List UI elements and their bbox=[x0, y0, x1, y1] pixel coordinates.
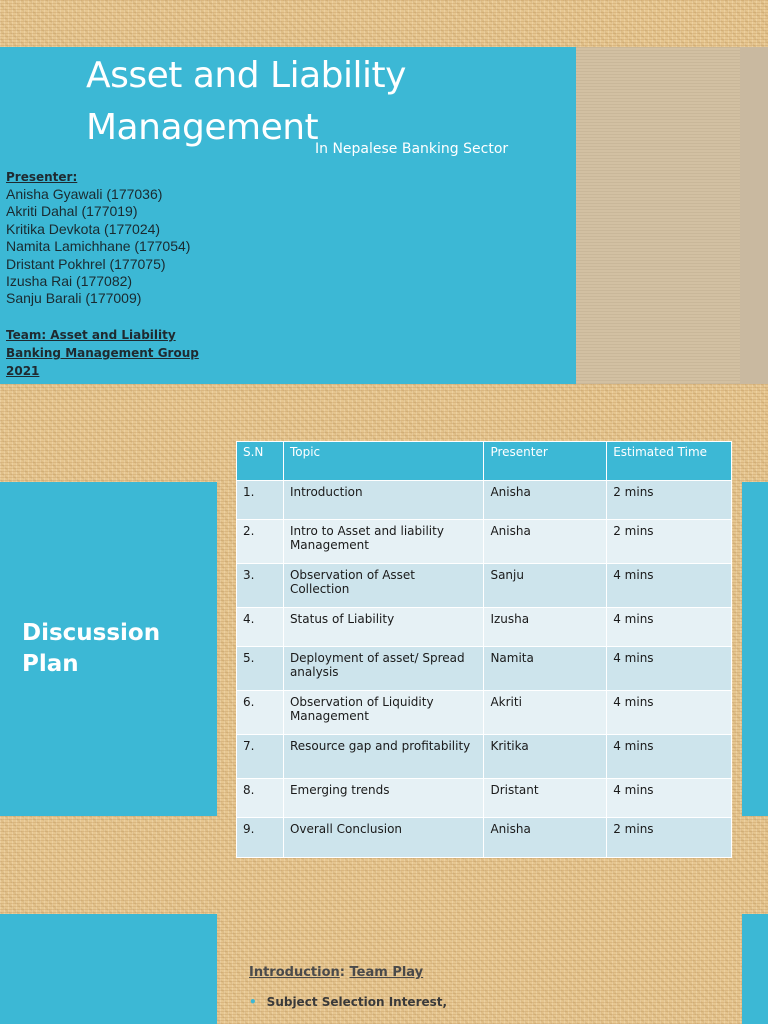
table-cell-presenter: Anisha bbox=[484, 520, 607, 564]
intro-heading bbox=[249, 965, 423, 980]
slide-title bbox=[86, 50, 406, 154]
presenter-list bbox=[6, 186, 190, 308]
discussion-heading-line1: Discussion bbox=[22, 620, 161, 646]
table-cell-time: 4 mins bbox=[607, 735, 732, 779]
table-row bbox=[237, 564, 732, 608]
presenter-item: Namita Lamichhane (177054) bbox=[6, 238, 191, 255]
intro-bullet-list bbox=[249, 992, 447, 1012]
table-cell-topic: Deployment of asset/ Spread analysis bbox=[283, 647, 484, 691]
table-cell-time: 4 mins bbox=[607, 564, 732, 608]
table-cell-sn: 4. bbox=[237, 608, 284, 647]
bullet-icon: • bbox=[249, 995, 257, 1009]
table-cell-presenter: Namita bbox=[484, 647, 607, 691]
table-row bbox=[237, 735, 732, 779]
discussion-plan-table bbox=[236, 441, 732, 858]
bullet-text: Subject Selection Interest, bbox=[266, 995, 448, 1009]
presenter-item: Akriti Dahal (177019) bbox=[6, 203, 138, 220]
table-cell-presenter: Anisha bbox=[484, 481, 607, 520]
slide-title-line2: Management bbox=[86, 107, 319, 148]
presenter-item: Kritika Devkota (177024) bbox=[6, 220, 161, 237]
table-cell-time: 2 mins bbox=[607, 520, 732, 564]
column-header-topic: Topic bbox=[283, 442, 484, 481]
team-block bbox=[6, 326, 199, 380]
table-row bbox=[237, 818, 732, 858]
table-cell-sn: 3. bbox=[237, 564, 284, 608]
column-header-presenter: Presenter bbox=[484, 442, 607, 481]
table-row bbox=[237, 520, 732, 564]
table-cell-sn: 2. bbox=[237, 520, 284, 564]
table-cell-sn: 6. bbox=[237, 691, 284, 735]
team-line: Banking Management Group bbox=[6, 346, 199, 360]
title-slide-stripe bbox=[740, 47, 768, 384]
table-cell-topic: Observation of Liquidity Management bbox=[283, 691, 484, 735]
table-cell-time: 2 mins bbox=[607, 818, 732, 858]
table-cell-presenter: Anisha bbox=[484, 818, 607, 858]
intro-slide-panel bbox=[0, 914, 217, 1024]
team-line: Team: Asset and Liability bbox=[6, 328, 176, 342]
table-cell-time: 4 mins bbox=[607, 608, 732, 647]
column-header-sn: S.N bbox=[237, 442, 284, 481]
table-cell-topic: Resource gap and profitability bbox=[283, 735, 484, 779]
intro-label: Introduction bbox=[249, 965, 340, 980]
slide-title-line1: Asset and Liability bbox=[86, 55, 406, 96]
presenter-item: Dristant Pokhrel (177075) bbox=[6, 255, 166, 272]
table-cell-topic: Emerging trends bbox=[283, 779, 484, 818]
table-cell-time: 2 mins bbox=[607, 481, 732, 520]
intro-separator: : bbox=[339, 965, 350, 980]
presenter-item: Izusha Rai (177082) bbox=[6, 273, 133, 290]
list-item bbox=[249, 992, 447, 1012]
team-line: 2021 bbox=[6, 364, 40, 378]
table-row bbox=[237, 481, 732, 520]
table-cell-sn: 9. bbox=[237, 818, 284, 858]
slide-subtitle: In Nepalese Banking Sector bbox=[315, 141, 509, 157]
intro-slide-stripe bbox=[742, 914, 768, 1024]
table-cell-topic: Introduction bbox=[283, 481, 484, 520]
intro-topic: Team Play bbox=[349, 965, 424, 980]
table-cell-presenter: Dristant bbox=[484, 779, 607, 818]
table-cell-time: 4 mins bbox=[607, 779, 732, 818]
table-cell-topic: Intro to Asset and liability Management bbox=[283, 520, 484, 564]
column-header-estimated-time: Estimated Time bbox=[607, 442, 732, 481]
presenter-item: Sanju Barali (177009) bbox=[6, 290, 142, 307]
discussion-slide-stripe bbox=[742, 482, 768, 816]
table-cell-topic: Status of Liability bbox=[283, 608, 484, 647]
discussion-heading-line2: Plan bbox=[22, 651, 79, 677]
table-cell-presenter: Sanju bbox=[484, 564, 607, 608]
discussion-plan-heading bbox=[22, 618, 160, 680]
table-cell-sn: 1. bbox=[237, 481, 284, 520]
table-cell-time: 4 mins bbox=[607, 691, 732, 735]
table-row bbox=[237, 608, 732, 647]
table-header-row bbox=[237, 442, 732, 481]
presenter-heading: Presenter: bbox=[6, 170, 78, 184]
table-row bbox=[237, 779, 732, 818]
presenter-item: Anisha Gyawali (177036) bbox=[6, 186, 163, 202]
table-cell-sn: 8. bbox=[237, 779, 284, 818]
table-row bbox=[237, 647, 732, 691]
table-cell-presenter: Kritika bbox=[484, 735, 607, 779]
table-cell-sn: 5. bbox=[237, 647, 284, 691]
table-cell-time: 4 mins bbox=[607, 647, 732, 691]
table-cell-sn: 7. bbox=[237, 735, 284, 779]
table-cell-presenter: Izusha bbox=[484, 608, 607, 647]
table-cell-presenter: Akriti bbox=[484, 691, 607, 735]
table-cell-topic: Observation of Asset Collection bbox=[283, 564, 484, 608]
table-row bbox=[237, 691, 732, 735]
table-cell-topic: Overall Conclusion bbox=[283, 818, 484, 858]
